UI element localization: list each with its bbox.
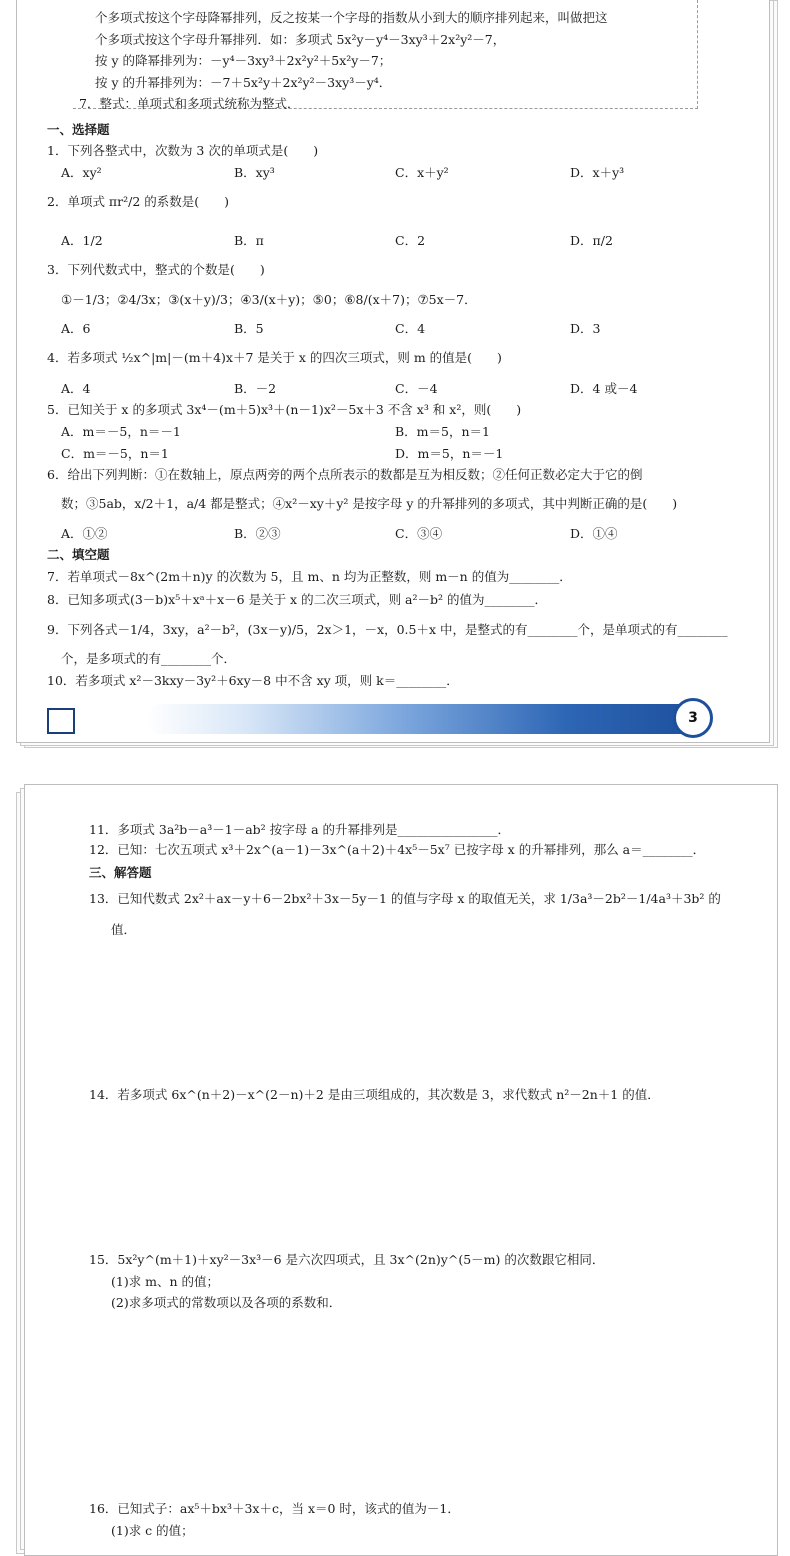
page-4: [24, 784, 778, 1556]
question-3-stem: 3．下列代数式中，整式的个数是( ): [47, 262, 265, 277]
page-number-badge: 3: [673, 698, 713, 738]
question-6-option-c: C．③④: [395, 526, 443, 541]
question-3-option-c: C．4: [395, 321, 426, 336]
question-6-option-b: B．②③: [234, 526, 281, 541]
page-3: [16, 0, 770, 743]
question-4-stem: 4．若多项式 ½x^|m|－(m＋4)x＋7 是关于 x 的四次三项式，则 m 的值是( ): [47, 350, 502, 365]
question-10: 10．若多项式 x²－3kxy－3y²＋6xy－8 中不含 xy 项，则 k＝________．: [47, 673, 459, 688]
question-6-line-1: 6．给出下列判断：①在数轴上，原点两旁的两个点所表示的数都是互为相反数；②任何正数必定大于它的倒: [47, 467, 643, 482]
question-3-option-b: B．5: [234, 321, 264, 336]
section-title-choice: 一、选择题: [47, 122, 110, 137]
definition-line: 按 y 的降幂排列为：－y⁴－3xy³＋2x²y²＋5x²y－7；: [95, 53, 392, 68]
definition-line: 按 y 的升幂排列为：－7＋5x²y＋2x²y²－3xy³－y⁴．: [95, 75, 392, 90]
question-1-option-c: C．x＋y²: [395, 165, 449, 180]
question-5-option-a: A．m＝－5，n＝－1: [61, 424, 181, 439]
question-2-option-d: D．π/2: [570, 233, 613, 248]
question-2-stem: 2．单项式 πr²/2 的系数是( ): [47, 194, 230, 209]
question-5-option-b: B．m＝5，n＝1: [395, 424, 490, 439]
question-12: 12．已知：七次五项式 x³＋2x^(a－1)－3x^(a＋2)＋4x⁵－5x⁷ 已按字母 x 的升幂排列，那么 a＝________．: [89, 842, 706, 857]
question-3-items: ①－1/3；②4/3x；③(x＋y)/3；④3/(x＋y)；⑤0；⑥8/(x＋7)；⑦5x－7．: [61, 292, 477, 307]
question-2-option-b: B．π: [234, 233, 264, 248]
question-5-option-c: C．m＝－5，n＝1: [61, 446, 169, 461]
definition-line: 个多项式按这个字母降幂排列，反之按某一个字母的指数从小到大的顺序排列起来，叫做把这: [95, 10, 608, 25]
question-14: 14．若多项式 6x^(n＋2)－x^(2－n)＋2 是由三项组成的，其次数是 3，求代数式 n²－2n＋1 的值．: [89, 1087, 660, 1102]
question-1-option-b: B．xy³: [234, 165, 275, 180]
question-4-option-b: B．－2: [234, 381, 277, 396]
question-15-stem: 15．5x²y^(m＋1)＋xy²－3x³－6 是六次四项式，且 3x^(2n)y^(5－m) 的次数跟它相同．: [89, 1252, 605, 1267]
question-6-option-d: D．①④: [570, 526, 618, 541]
question-4-option-c: C．－4: [395, 381, 438, 396]
question-13-line-1: 13．已知代数式 2x²＋ax－y＋6－2bx²＋3x－5y－1 的值与字母 x 的取值无关，求 1/3a³－2b²－1/4a³＋3b² 的: [89, 891, 721, 906]
question-13-line-2: 值．: [111, 922, 137, 937]
question-4-option-a: A．4: [61, 381, 91, 396]
question-16-stem: 16．已知式子：ax⁵＋bx³＋3x＋c，当 x＝0 时，该式的值为－1．: [89, 1501, 460, 1516]
question-5-option-d: D．m＝5，n＝－1: [395, 446, 504, 461]
question-9-line-1: 9．下列各式－1/4，3xy，a²－b²，(3x－y)/5，2x＞1，－x，0.5＋x 中，是整式的有________个，是单项式的有________: [47, 622, 728, 637]
question-11: 11．多项式 3a²b－a³－1－ab² 按字母 a 的升幂排列是________________．: [89, 822, 511, 837]
question-15-sub-2: (2)求多项式的常数项以及各项的系数和．: [111, 1295, 342, 1310]
question-9-line-2: 个，是多项式的有________个．: [61, 651, 237, 666]
question-6-line-2: 数；③5ab，x/2＋1，a/4 都是整式；④x²－xy＋y² 是按字母 y 的升幂排列的多项式，其中判断正确的是( ): [61, 496, 678, 511]
question-16-sub-1: (1)求 c 的值；: [111, 1523, 194, 1538]
section-title-answer: 三、解答题: [89, 865, 152, 880]
question-1-stem: 1．下列各整式中，次数为 3 次的单项式是( ): [47, 143, 319, 158]
definition-line: 7．整式：单项式和多项式统称为整式．: [79, 96, 300, 111]
corner-square-icon: [47, 708, 75, 734]
question-7: 7．若单项式－8x^(2m＋n)y 的次数为 5，且 m、n 均为正整数，则 m－n 的值为________．: [47, 569, 572, 584]
question-3-option-d: D．3: [570, 321, 601, 336]
question-5-stem: 5．已知关于 x 的多项式 3x⁴－(m＋5)x³＋(n－1)x²－5x＋3 不含 x³ 和 x²，则( ): [47, 402, 522, 417]
question-2-option-c: C．2: [395, 233, 426, 248]
question-3-option-a: A．6: [61, 321, 91, 336]
question-2-option-a: A．1/2: [61, 233, 103, 248]
question-6-option-a: A．①②: [61, 526, 108, 541]
question-15-sub-1: (1)求 m、n 的值；: [111, 1274, 220, 1289]
footer-gradient-band: [147, 704, 707, 734]
question-1-option-a: A．xy²: [61, 165, 102, 180]
section-title-fill: 二、填空题: [47, 547, 110, 562]
question-8: 8．已知多项式(3－b)x⁵＋xᵃ＋x－6 是关于 x 的二次三项式，则 a²－b² 的值为________．: [47, 592, 547, 607]
definition-line: 个多项式按这个字母升幂排列．如：多项式 5x²y－y⁴－3xy³＋2x²y²－7，: [95, 32, 506, 47]
question-1-option-d: D．x＋y³: [570, 165, 625, 180]
question-4-option-d: D．4 或－4: [570, 381, 638, 396]
